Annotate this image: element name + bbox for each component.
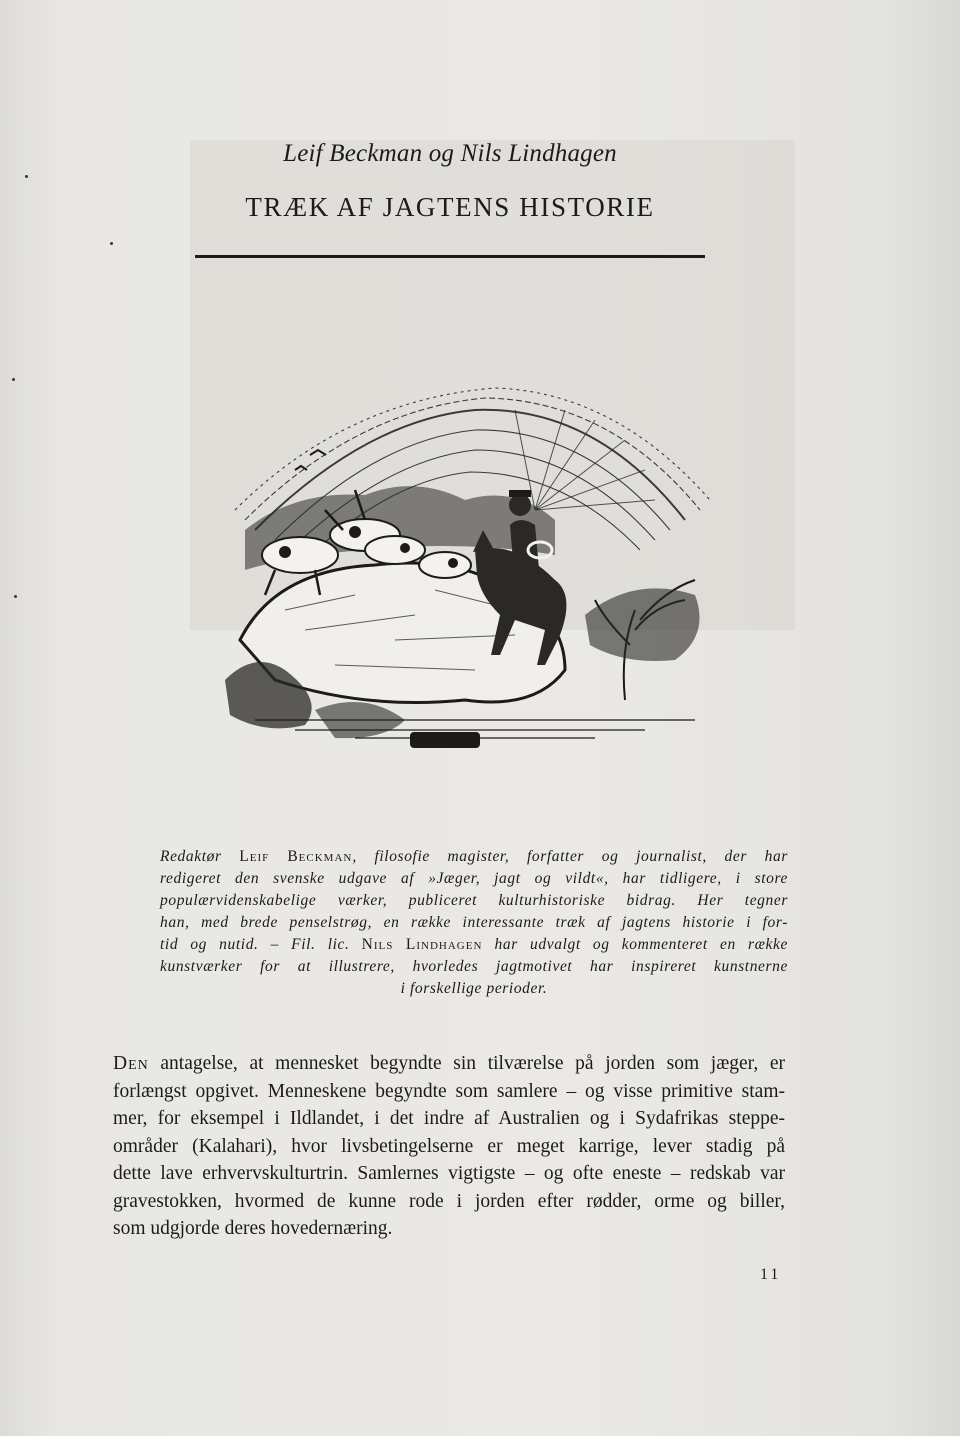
paper-speck	[12, 378, 15, 381]
caption-line	[160, 846, 788, 868]
page-number: 11	[760, 1266, 782, 1283]
caption-text: Redaktør	[160, 848, 240, 865]
author-caption	[160, 846, 788, 1000]
body-line	[113, 1050, 785, 1078]
paper-speck	[110, 242, 113, 245]
caption-name-nils-lindhagen: Nils Lindhagen	[361, 936, 483, 953]
body-drop-word: Den	[113, 1053, 149, 1074]
body-line: mer, for eksempel i Ildlandet, i det indre af Australien og i Sydafrikas steppe-	[113, 1108, 785, 1129]
caption-text: har udvalgt og kommenteret en række	[482, 936, 788, 953]
body-line: områder (Kalahari), hvor livsbetingelserne er meget karrige, lever stadig på	[113, 1135, 785, 1157]
caption-line: redigeret den svenske udgave af »Jæger, jagt og vildt«, har tidligere, i store	[160, 870, 788, 887]
caption-text: tid og nutid. – Fil. lic.	[160, 936, 362, 953]
caption-text: , filosofie magister, forfatter og journalist, der har	[352, 848, 788, 865]
engraving-hunter-on-horse-with-hounds-icon	[215, 380, 720, 760]
caption-line: i forskellige perioder.	[400, 980, 548, 997]
paper-speck	[25, 175, 28, 178]
article-author: Leif Beckman og Nils Lindhagen	[283, 140, 617, 167]
body-paragraph	[113, 1050, 785, 1243]
paper-speck	[14, 595, 17, 598]
body-text: antagelse, at mennesket begyndte sin tilværelse på jorden som jæger, er	[148, 1053, 785, 1074]
caption-line: populærvidenskabelige værker, publiceret kulturhistoriske bidrag. Her tegner	[160, 892, 788, 909]
caption-name-leif-beckman: Leif Beckman	[239, 848, 353, 865]
caption-line: kunstværker for at illustrere, hvorledes jagtmotivet har inspireret kunstnerne	[160, 958, 788, 975]
body-line: dette lave erhvervskulturtrin. Samlernes vigtigste – og ofte eneste – redskab var	[113, 1163, 785, 1184]
body-line: gravestokken, hvormed de kunne rode i jorden efter rødder, orme og biller,	[113, 1190, 785, 1212]
caption-line	[160, 934, 788, 956]
article-title: TRÆK AF JAGTENS HISTORIE	[245, 192, 655, 222]
caption-line: han, med brede penselstrøg, en række interessante træk af jagtens historie i for-	[160, 914, 788, 931]
body-line: som udgjorde deres hovedernæring.	[113, 1218, 393, 1239]
body-line: forlængst opgivet. Menneskene begyndte som samlere – og visse primitive stam-	[113, 1080, 785, 1102]
title-rule	[195, 255, 705, 258]
